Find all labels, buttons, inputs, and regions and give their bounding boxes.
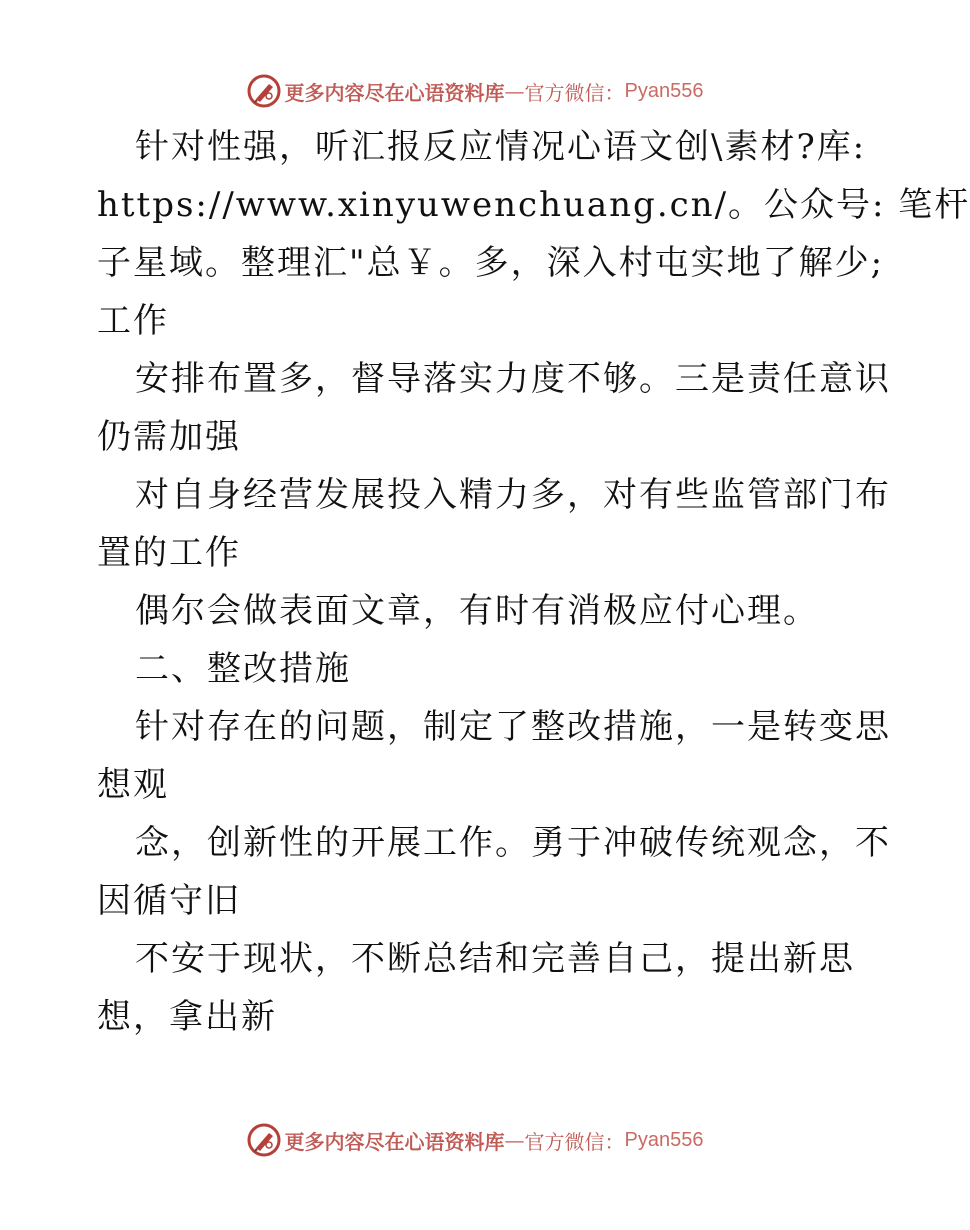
body-line: 针对存在的问题，制定了整改措施，一是转变思 [135, 707, 891, 747]
header-dash: — [504, 79, 525, 103]
header-brand-text: 更多内容尽在心语资料库 [284, 80, 505, 105]
body-line: 工作 [97, 301, 169, 341]
body-line: 对自身经营发展投入精力多，对有些监管部门布 [135, 475, 891, 515]
pen-logo-icon [247, 74, 281, 108]
section-heading: 二、整改措施 [135, 649, 351, 689]
pen-logo-icon [247, 1123, 281, 1157]
body-line: 因循守旧 [97, 881, 241, 921]
body-line: 仍需加强 [97, 417, 241, 457]
document-body [97, 118, 970, 1046]
footer-dash: — [504, 1128, 525, 1152]
body-line: 针对性强，听汇报反应情况心语文创\素材?库: [135, 127, 867, 167]
header-wechat-id: Pyan556 [624, 79, 704, 102]
header-banner [0, 69, 950, 113]
body-line: https://www.xinyuwenchuang.cn/。公众号: 笔杆 [97, 185, 970, 225]
body-line: 子星域。整理汇"总￥。多，深入村屯实地了解少; [97, 243, 885, 283]
body-line: 不安于现状，不断总结和完善自己，提出新思 [135, 939, 855, 979]
footer-wechat-id: Pyan556 [624, 1128, 704, 1151]
body-line: 偶尔会做表面文章，有时有消极应付心理。 [135, 591, 819, 631]
footer-brand-text: 更多内容尽在心语资料库 [284, 1129, 505, 1154]
body-line: 置的工作 [97, 533, 241, 573]
body-line: 想，拿出新 [97, 997, 277, 1037]
body-line: 想观 [97, 765, 169, 805]
body-line: 念，创新性的开展工作。勇于冲破传统观念，不 [135, 823, 891, 863]
body-line: 安排布置多，督导落实力度不够。三是责任意识 [135, 359, 891, 399]
header-wechat-label: 官方微信： [524, 80, 625, 105]
footer-wechat-label: 官方微信： [524, 1129, 625, 1154]
footer-banner [0, 1118, 950, 1162]
